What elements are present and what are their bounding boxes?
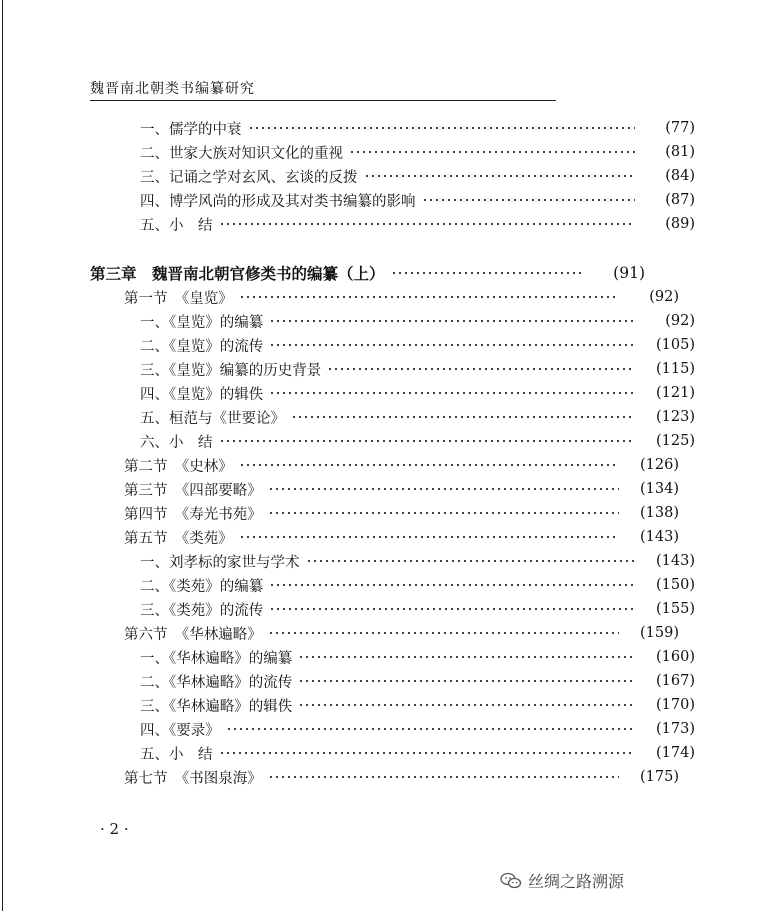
- dot-leader: [239, 291, 619, 303]
- dot-leader: [248, 122, 636, 134]
- toc-page-number: (143): [656, 553, 695, 569]
- dot-leader: [269, 387, 635, 399]
- toc-page-number: (105): [656, 337, 695, 353]
- toc-entry-label: 一、《皇览》的编纂: [140, 314, 264, 331]
- toc-section-label: 第六节 《华林遍略》: [124, 626, 262, 643]
- toc-section[interactable]: [0, 477, 768, 501]
- toc-entry-label: 五、小 结: [140, 217, 213, 234]
- toc-page-number: (167): [656, 673, 695, 689]
- toc-entry[interactable]: [0, 573, 784, 597]
- toc-page-number: (170): [656, 697, 695, 713]
- toc-page-number: (126): [640, 457, 679, 473]
- toc-entry-label: 一、《华林遍略》的编纂: [140, 650, 293, 667]
- toc-page-number: (87): [665, 192, 695, 208]
- toc-page-number: (159): [640, 625, 679, 641]
- dot-leader: [298, 675, 635, 687]
- toc-entry[interactable]: [0, 140, 784, 164]
- toc-section-label: 第四节 《寿光书苑》: [124, 506, 262, 523]
- toc-entry-label: 四、博学风尚的形成及其对类书编纂的影响: [140, 193, 416, 210]
- toc-page-number: (160): [656, 649, 695, 665]
- toc-entry[interactable]: [0, 333, 784, 357]
- dot-leader: [269, 339, 635, 351]
- toc-entry[interactable]: [0, 669, 784, 693]
- dot-leader: [306, 555, 636, 567]
- dot-leader: [268, 483, 619, 495]
- page-number: · 2 ·: [100, 820, 129, 838]
- toc-entry-label: 四、《要录》: [140, 722, 220, 739]
- dot-leader: [219, 435, 636, 447]
- toc-entry[interactable]: [0, 597, 784, 621]
- toc-page-number: (84): [665, 168, 695, 184]
- toc-page-number: (81): [665, 144, 695, 160]
- toc-page-number: (91): [613, 264, 645, 282]
- watermark-text: 丝绸之路溯源: [527, 872, 624, 891]
- toc-section[interactable]: [0, 765, 768, 789]
- toc-entry[interactable]: [0, 429, 784, 453]
- toc-page-number: (174): [656, 745, 695, 761]
- toc-entry[interactable]: [0, 645, 784, 669]
- toc-section[interactable]: [0, 621, 768, 645]
- toc-page-number: (155): [656, 601, 695, 617]
- wechat-icon: [500, 872, 522, 890]
- dot-leader: [269, 603, 635, 615]
- dot-leader: [239, 459, 619, 471]
- dot-leader: [239, 531, 619, 543]
- toc-page-number: (123): [656, 409, 695, 425]
- dot-leader: [268, 771, 619, 783]
- toc-page-number: (92): [649, 289, 679, 305]
- toc-section-label: 第七节 《书图泉海》: [124, 770, 262, 787]
- running-title: 魏晋南北朝类书编纂研究: [90, 81, 255, 97]
- toc-entry[interactable]: [0, 381, 784, 405]
- toc-page-number: (92): [665, 313, 695, 329]
- dot-leader: [269, 579, 635, 591]
- toc-page-number: (89): [665, 216, 695, 232]
- toc-entry-label: 三、《类苑》的流传: [140, 602, 264, 619]
- dot-leader: [391, 267, 585, 279]
- toc-entry[interactable]: [0, 405, 784, 429]
- toc-entry[interactable]: [0, 741, 784, 765]
- toc-entry-label: 四、《皇览》的辑佚: [140, 386, 264, 403]
- toc-entry-label: 三、《华林遍略》的辑佚: [140, 698, 293, 715]
- toc-chapter[interactable]: [0, 261, 734, 285]
- toc-section[interactable]: [0, 285, 768, 309]
- toc-section[interactable]: [0, 501, 768, 525]
- toc-entry-label: 二、《华林遍略》的流传: [140, 674, 293, 691]
- toc-entry[interactable]: [0, 717, 784, 741]
- dot-leader: [268, 507, 619, 519]
- dot-leader: [327, 363, 635, 375]
- toc-entry-label: 五、小 结: [140, 746, 213, 763]
- watermark: [500, 869, 624, 892]
- toc-entry-label: 一、儒学的中衰: [140, 121, 242, 138]
- toc-page-number: (143): [640, 529, 679, 545]
- toc-entry[interactable]: [0, 164, 784, 188]
- dot-leader: [269, 315, 635, 327]
- toc-page-number: (173): [656, 721, 695, 737]
- dot-leader: [364, 170, 636, 182]
- toc-entry[interactable]: [0, 188, 784, 212]
- toc-entry[interactable]: [0, 212, 784, 236]
- toc-entry-label: 一、刘孝标的家世与学术: [140, 554, 300, 571]
- toc-entry[interactable]: [0, 693, 784, 717]
- toc-entry[interactable]: [0, 357, 784, 381]
- toc-entry-label: 二、《皇览》的流传: [140, 338, 264, 355]
- toc-page-number: (134): [640, 481, 679, 497]
- dot-leader: [349, 146, 635, 158]
- dot-leader: [226, 723, 635, 735]
- dot-leader: [422, 194, 636, 206]
- toc-section-label: 第一节 《皇览》: [124, 290, 233, 307]
- toc-entry-label: 五、桓范与《世要论》: [140, 410, 285, 427]
- toc-entry-label: 二、《类苑》的编纂: [140, 578, 264, 595]
- toc-section-label: 第五节 《类苑》: [124, 530, 233, 547]
- dot-leader: [298, 651, 635, 663]
- toc-page-number: (150): [656, 577, 695, 593]
- dot-leader: [219, 218, 636, 230]
- toc-entry[interactable]: [0, 116, 784, 140]
- toc-entry-label: 三、记诵之学对玄风、玄谈的反拨: [140, 169, 358, 186]
- dot-leader: [291, 411, 635, 423]
- dot-leader: [298, 699, 635, 711]
- toc-page-number: (138): [640, 505, 679, 521]
- toc-page-number: (77): [665, 120, 695, 136]
- toc-page-number: (125): [656, 433, 695, 449]
- toc-entry-label: 六、小 结: [140, 434, 213, 451]
- dot-leader: [268, 627, 619, 639]
- toc-page-number: (115): [656, 361, 695, 377]
- dot-leader: [219, 747, 636, 759]
- toc-entry-label: 二、世家大族对知识文化的重视: [140, 145, 343, 162]
- toc-section[interactable]: [0, 525, 768, 549]
- toc-entry-label: 三、《皇览》编纂的历史背景: [140, 362, 322, 379]
- toc-entry[interactable]: [0, 549, 784, 573]
- toc-section-label: 第三节 《四部要略》: [124, 482, 262, 499]
- toc-section-label: 第二节 《史林》: [124, 458, 233, 475]
- toc-section[interactable]: [0, 453, 768, 477]
- toc-chapter-label: 第三章 魏晋南北朝官修类书的编纂（上）: [90, 264, 385, 283]
- toc-page-number: (175): [640, 769, 679, 785]
- toc-page-number: (121): [656, 385, 695, 401]
- toc-entry[interactable]: [0, 309, 784, 333]
